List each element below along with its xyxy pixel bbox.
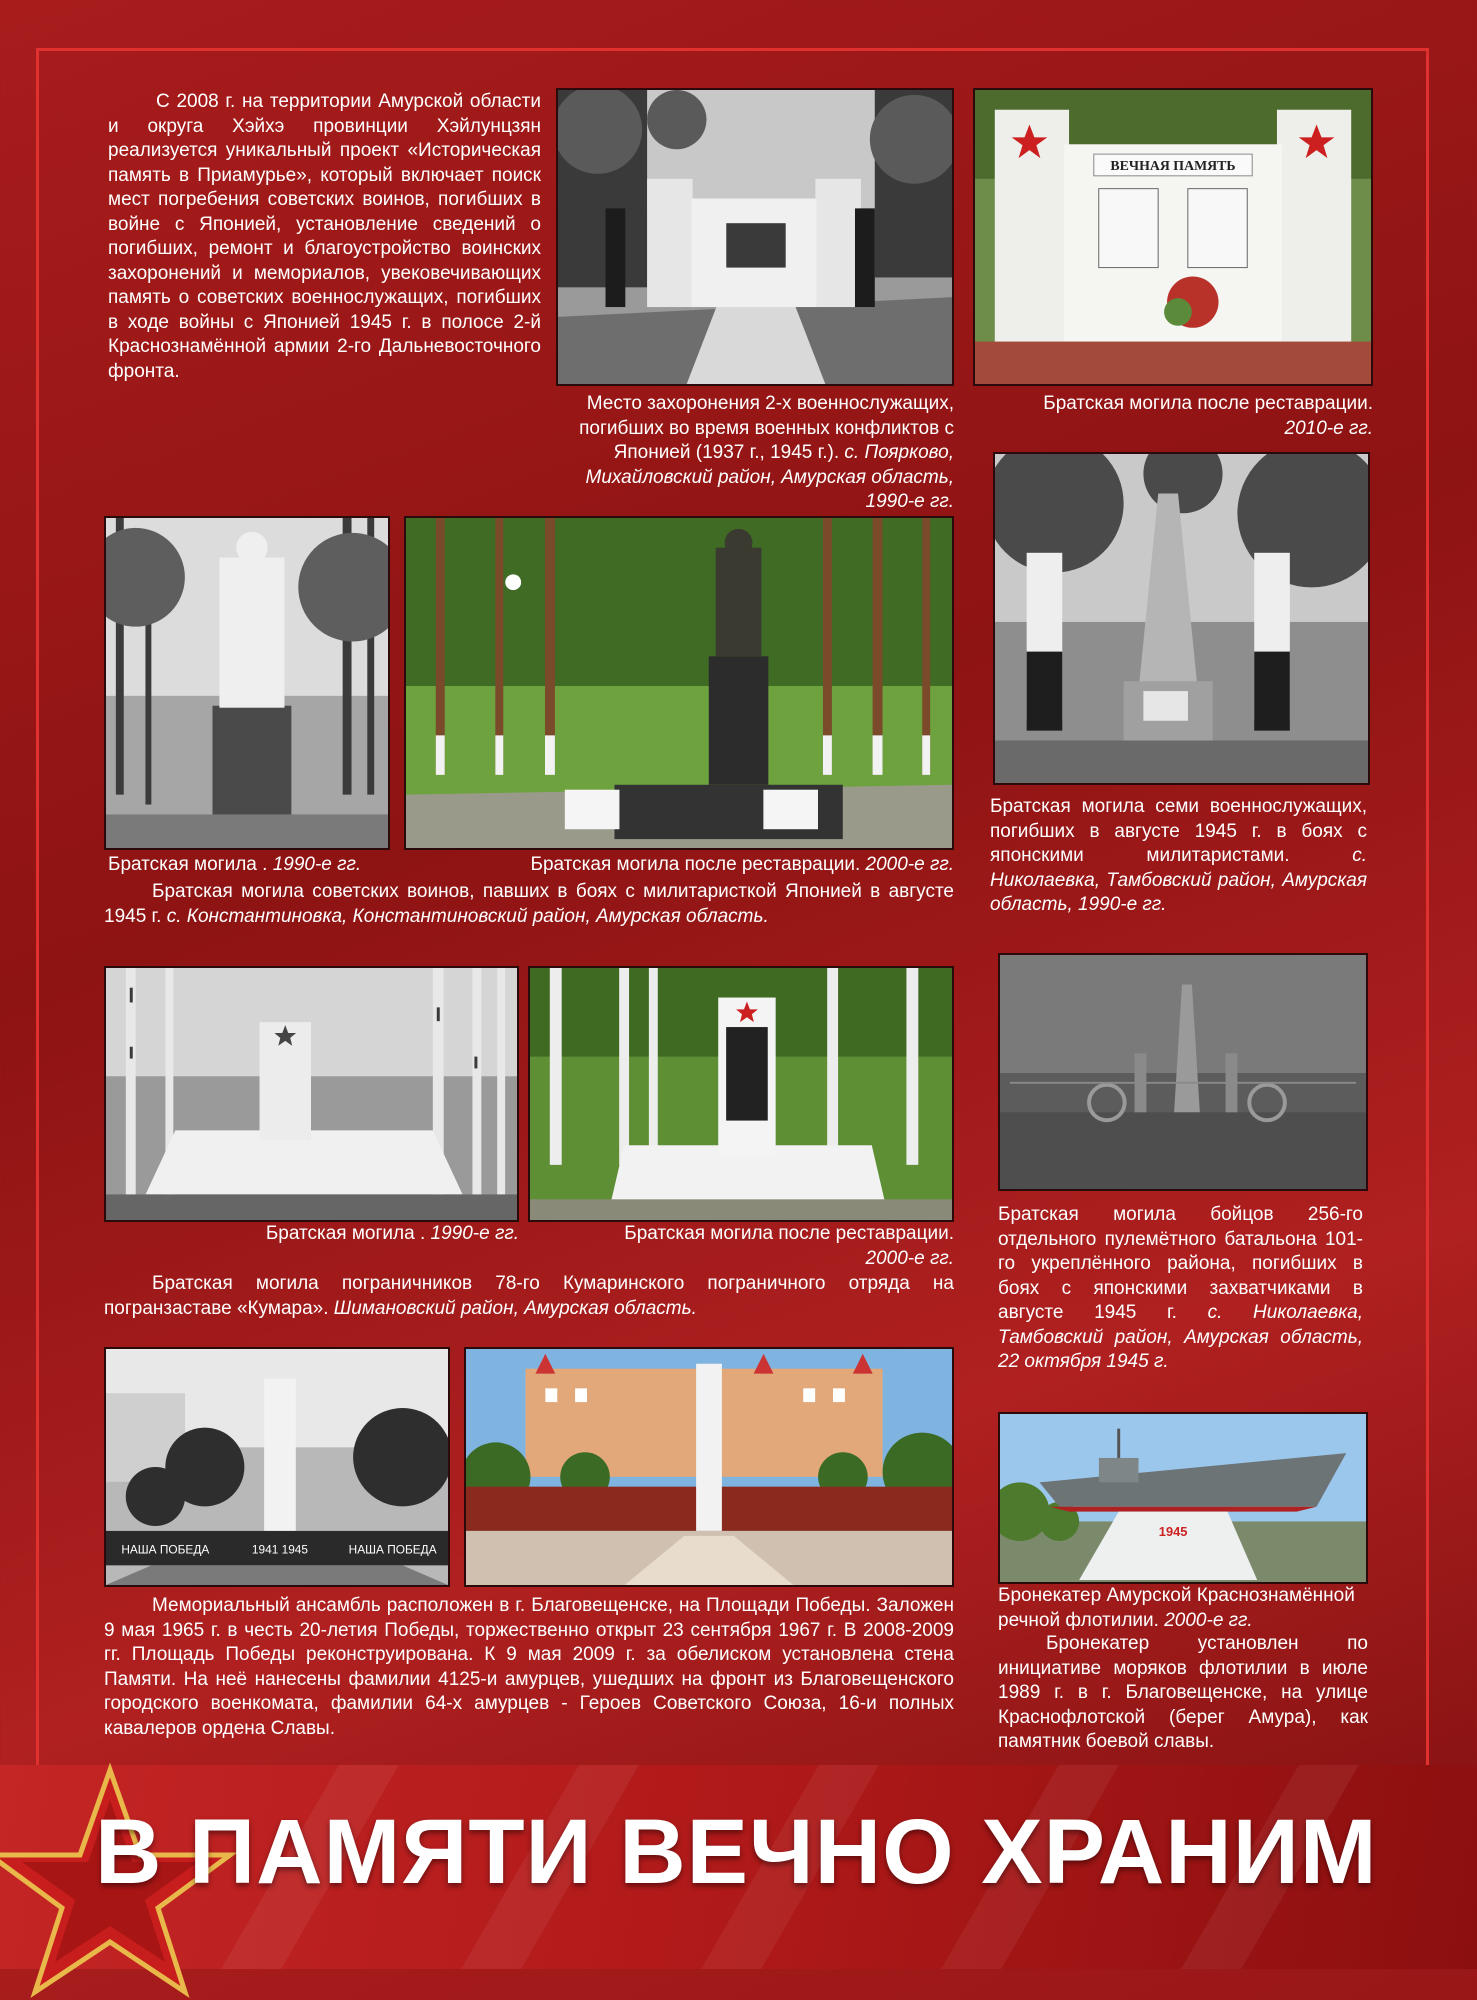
photo-konstantinovka-2000 xyxy=(404,516,954,850)
photo-eternal-memory-wall xyxy=(973,88,1373,386)
photo-victory-square-color xyxy=(464,1347,954,1587)
photo2-caption-text: Братская могила после реставрации. xyxy=(1043,393,1373,414)
row2-left-date: 1990-е гг. xyxy=(272,854,362,875)
right3-caption-text: Бронекатер Амурской Краснознамённой речной флотилии. xyxy=(998,1585,1355,1631)
right3-description: Бронекатер установлен по инициативе моряков флотилии в июле 1989 г. в г. Благовещенске, на улице Краснофлотской (берег Амура), как памятник боевой славы. xyxy=(998,1633,1368,1752)
right1-caption xyxy=(990,795,1367,918)
row2-mid-date: 2000-е гг. xyxy=(865,854,954,875)
row3-desc-text: Братская могила пограничников 78-го Кумаринского пограничного отряда на погранзаставе «Кумара». xyxy=(104,1273,954,1319)
eternal-memory-sign: ВЕЧНАЯ ПАМЯТЬ xyxy=(1110,157,1236,173)
right1-place: с. Николаевка, Тамбовский район, Амурская область, 1990-е гг. xyxy=(990,845,1368,915)
row3-description xyxy=(104,1272,954,1321)
row3-mid-caption xyxy=(528,1222,954,1271)
row2-left-caption xyxy=(108,853,408,878)
row2-desc-place: с. Константиновка, Константиновский район, Амурская область. xyxy=(166,905,769,927)
photo-victory-square-bw xyxy=(104,1347,450,1587)
row3-left-caption-text: Братская могила . xyxy=(265,1223,426,1244)
row2-desc-text: Братская могила советских воинов, павших в боях с милитаристкой Японией в августе 1945 г. xyxy=(104,881,954,927)
row2-mid-caption xyxy=(404,853,954,878)
sign-years: 1941 1945 xyxy=(251,1542,308,1557)
row3-left-date: 1990-е гг. xyxy=(430,1223,519,1244)
photo-poyarkovo-memorial xyxy=(556,88,954,386)
row4-description: Мемориальный ансамбль расположен в г. Благовещенске, на Площади Победы. Заложен 9 мая 1965 г. в честь 20-летия Победы, торжественно открыт 23 сентября 1967 г. В 2008-2009 гг. Площадь Победы реконструирована. К 9 мая 2009 г. за обелиском установлена стена Памяти. На неё нанесены фамилии 4125-и амурцев, ушедших на фронт из Благовещенского городского военкомата, фамилии 64-х амурцев - Героев Советского Союза, 16-и полных кавалеров ордена Славы. xyxy=(104,1595,954,1739)
right3-caption xyxy=(998,1584,1370,1633)
right2-caption xyxy=(998,1203,1363,1375)
photo-konstantinovka-1990 xyxy=(104,516,390,850)
photo2-date: 2010-е гг. xyxy=(1284,417,1373,439)
right1-caption-text: Братская могила семи военнослужащих, погибших в августе 1945 г. в боях с японскими милитаристами. xyxy=(990,796,1367,866)
photo2-caption xyxy=(960,392,1373,441)
right2-place: с. Николаевка, Тамбовский район, Амурская область, 22 октября 1945 г. xyxy=(998,1302,1363,1372)
row3-mid-date: 2000-е гг. xyxy=(865,1247,954,1269)
sign-nasha-pobeda-right: НАША ПОБЕДА xyxy=(348,1542,437,1557)
photo-kumara-2000 xyxy=(528,966,954,1222)
right2-caption-text: Братская могила бойцов 256-го отдельного пулемётного батальона 101-го укреплённого района, погибших в боях с японскими захватчиками в августе 1945 г. xyxy=(998,1204,1363,1323)
row2-description xyxy=(104,880,954,929)
photo1-caption-text: Место захоронения 2-х военнослужащих, погибших во время военных конфликтов с Японией (1937 г., 1945 г.). xyxy=(579,393,954,463)
row2-mid-caption-text: Братская могила после реставрации. xyxy=(530,854,861,875)
row2-left-caption-text: Братская могила . xyxy=(108,854,268,875)
photo-armored-boat xyxy=(998,1412,1368,1584)
row3-left-caption xyxy=(104,1222,519,1247)
row3-mid-caption-text: Братская могила после реставрации. xyxy=(624,1223,954,1244)
photo-nikolaevka-soldiers xyxy=(993,452,1370,785)
banner-title: В ПАМЯТИ ВЕЧНО ХРАНИМ xyxy=(95,1801,1378,1903)
photo-nikolaevka-archive-1945 xyxy=(998,953,1368,1191)
photo1-caption xyxy=(556,392,954,515)
intro-text: С 2008 г. на территории Амурской области и округа Хэйхэ провинции Хэйлунцзян реализуется уникальный проект «Историческая память в Приамурье», который включает поиск мест погребения советских воинов, погибших в войне с Японией, установление сведений о погибших, ремонт и благоустройство воинских захоронений и мемориалов, увековечивающих память о советских военнослужащих, погибших в ходе войны с Японией 1945 г. в полосе 2-й Краснознамённой армии 2-го Дальневосточного фронта. xyxy=(108,91,541,382)
row3-desc-place: Шимановский район, Амурская область. xyxy=(333,1297,697,1319)
sign-nasha-pobeda-left: НАША ПОБЕДА xyxy=(121,1542,210,1557)
photo1-place: с. Поярково, Михайловский район, Амурская область, 1990-е гг. xyxy=(585,442,954,512)
boat-1945-label: 1945 xyxy=(1158,1524,1188,1540)
right3-date: 2000-е гг. xyxy=(1164,1609,1253,1631)
photo-kumara-1990 xyxy=(104,966,519,1222)
